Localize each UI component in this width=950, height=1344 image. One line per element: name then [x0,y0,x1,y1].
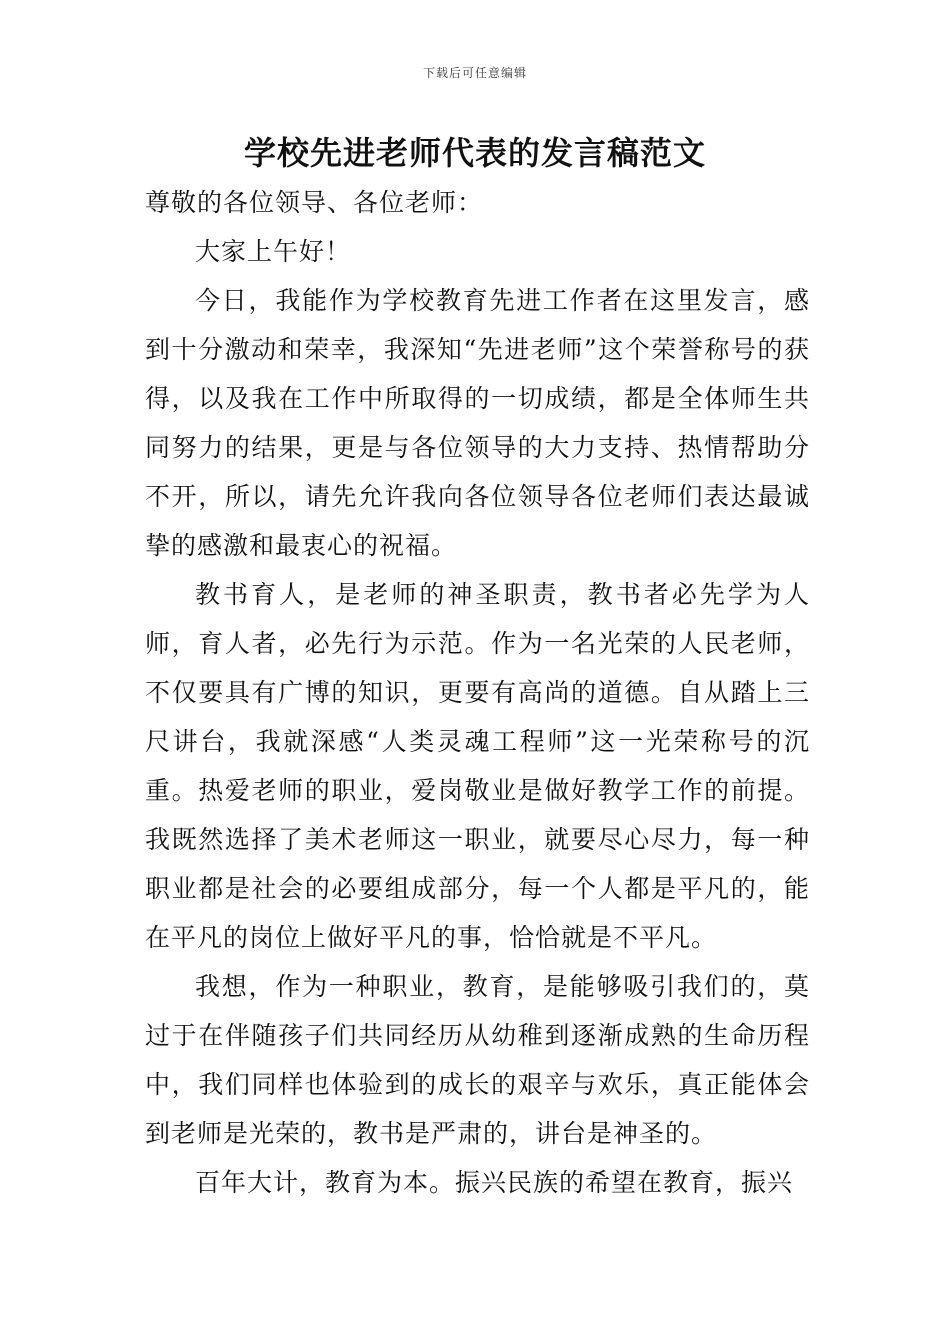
salutation: 尊敬的各位领导、各位老师： [145,188,484,217]
greeting: 大家上午好！ [195,237,352,266]
header-note: 下载后可任意编辑 [422,66,527,80]
document-title: 学校先进老师代表的发言稿范文 [243,134,706,172]
paragraph: 我想，作为一种职业，教育，是能够吸引我们的，莫过于在伴随孩子们共同经历从幼稚到逐渐成熟的生命历程中，我们同样也体验到的成长的艰辛与欢乐，真正能体会到老师是光荣的，教书是严肃的，讲台是神圣的。 [145,972,810,1148]
document-body [145,178,810,1207]
paragraph: 今日，我能作为学校教育先进工作者在这里发言，感到十分激动和荣幸，我深知“先进老师”这个荣誉称号的获得，以及我在工作中所取得的一切成绩，都是全体师生共同努力的结果，更是与各位领导的大力支持、热情帮助分不开，所以，请先允许我向各位领导各位老师们表达最诚挚的感激和最衷心的祝福。 [145,286,810,560]
paragraph: 教书育人，是老师的神圣职责，教书者必先学为人师，育人者，必先行为示范。作为一名光荣的人民老师，不仅要具有广博的知识，更要有高尚的道德。自从踏上三尺讲台，我就深感“人类灵魂工程师”这一光荣称号的沉重。热爱老师的职业，爱岗敬业是做好教学工作的前提。我既然选择了美术老师这一职业，就要尽心尽力，每一种职业都是社会的必要组成部分，每一个人都是平凡的，能在平凡的岗位上做好平凡的事，恰恰就是不平凡。 [145,580,810,952]
paragraph: 百年大计，教育为本。振兴民族的希望在教育，振兴 [195,1168,794,1197]
